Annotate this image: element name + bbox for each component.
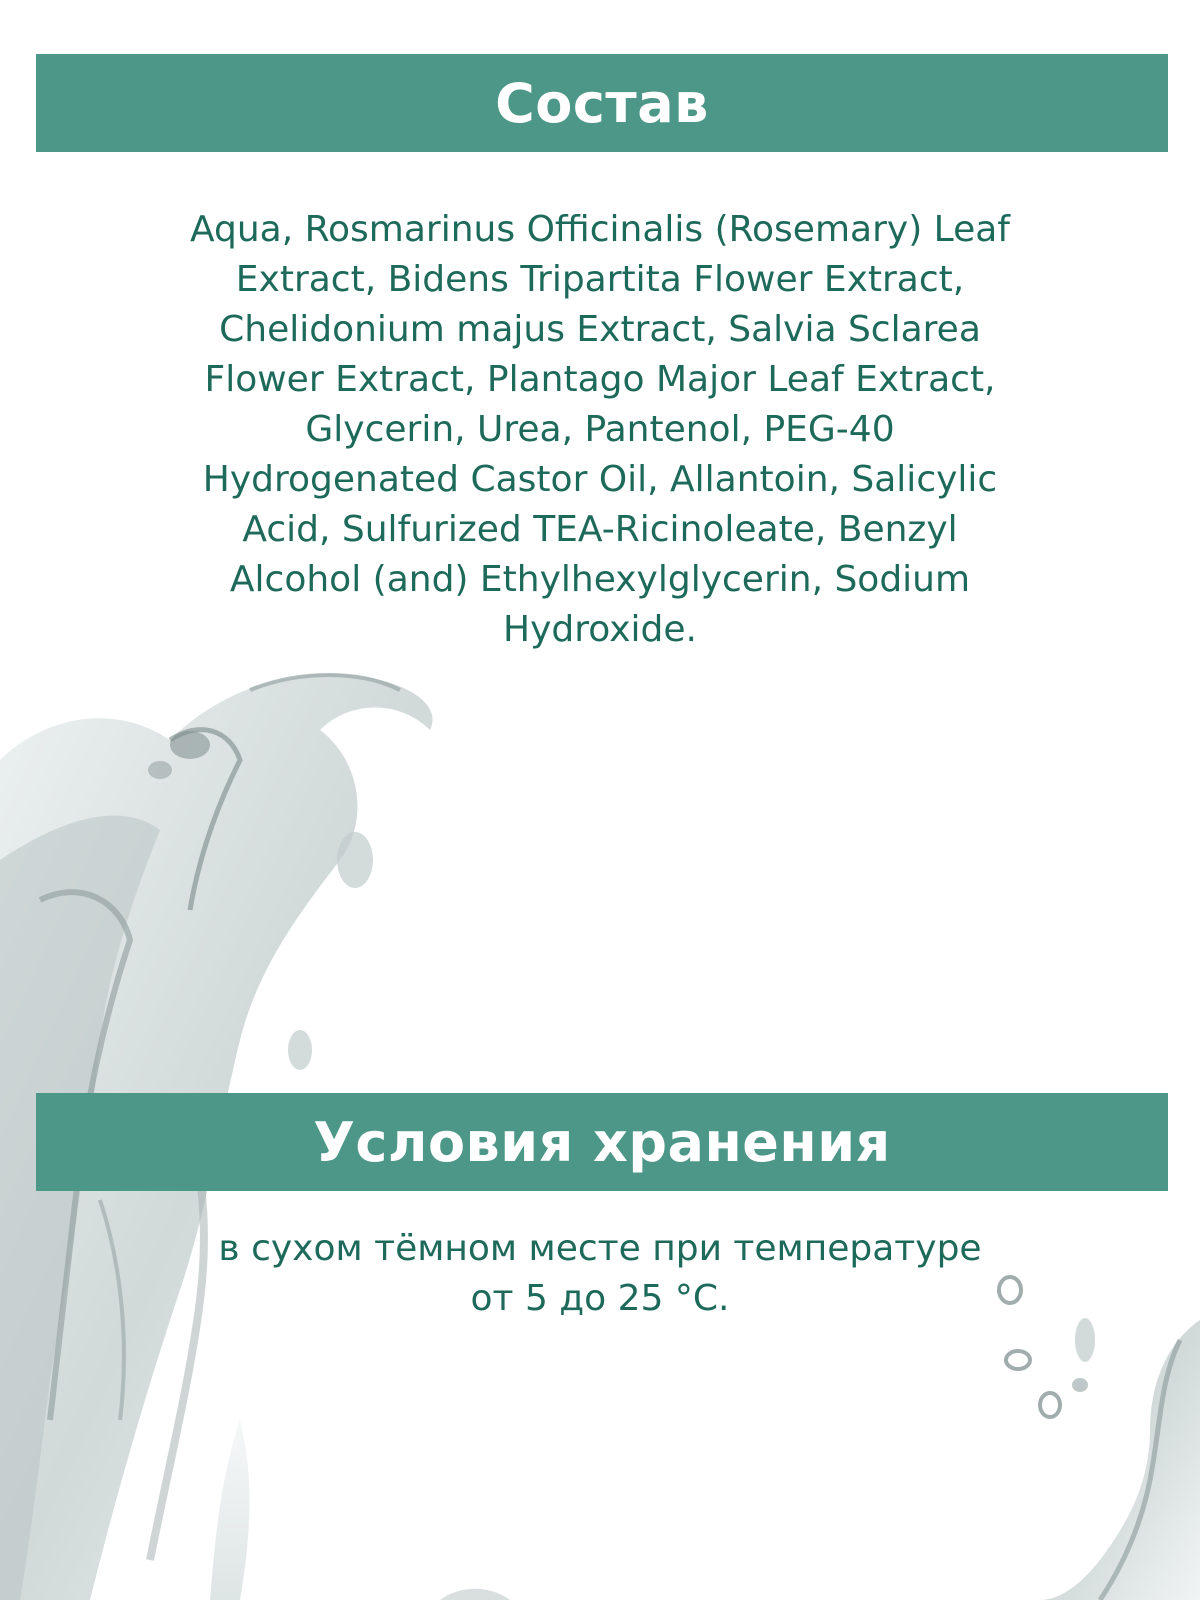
- composition-title: Состав: [495, 71, 709, 135]
- composition-header: [36, 54, 1168, 152]
- composition-ingredients: Aqua, Rosmarinus Officinalis (Rosemary) Leaf Extract, Bidens Tripartita Flower Extract, Chelidonium majus Extract, Salvia Sclarea Flower Extract, Plantago Major Leaf Extract, Glycerin, Urea, Pantenol, PEG-40 Hydrogenated Castor Oil, Allantoin, Salicylic Acid, Sulfurized TEA-Ricinoleate, Benzyl Alcohol (and) Ethylhexylglycerin, Sodium Hydroxide.: [190, 209, 1010, 650]
- storage-title: Условия хранения: [313, 1110, 891, 1174]
- storage-conditions: в сухом тёмном месте при температуре от 5 до 25 °С.: [218, 1228, 982, 1319]
- water-droplets-icon: [440, 1277, 1200, 1600]
- storage-header: [36, 1093, 1168, 1191]
